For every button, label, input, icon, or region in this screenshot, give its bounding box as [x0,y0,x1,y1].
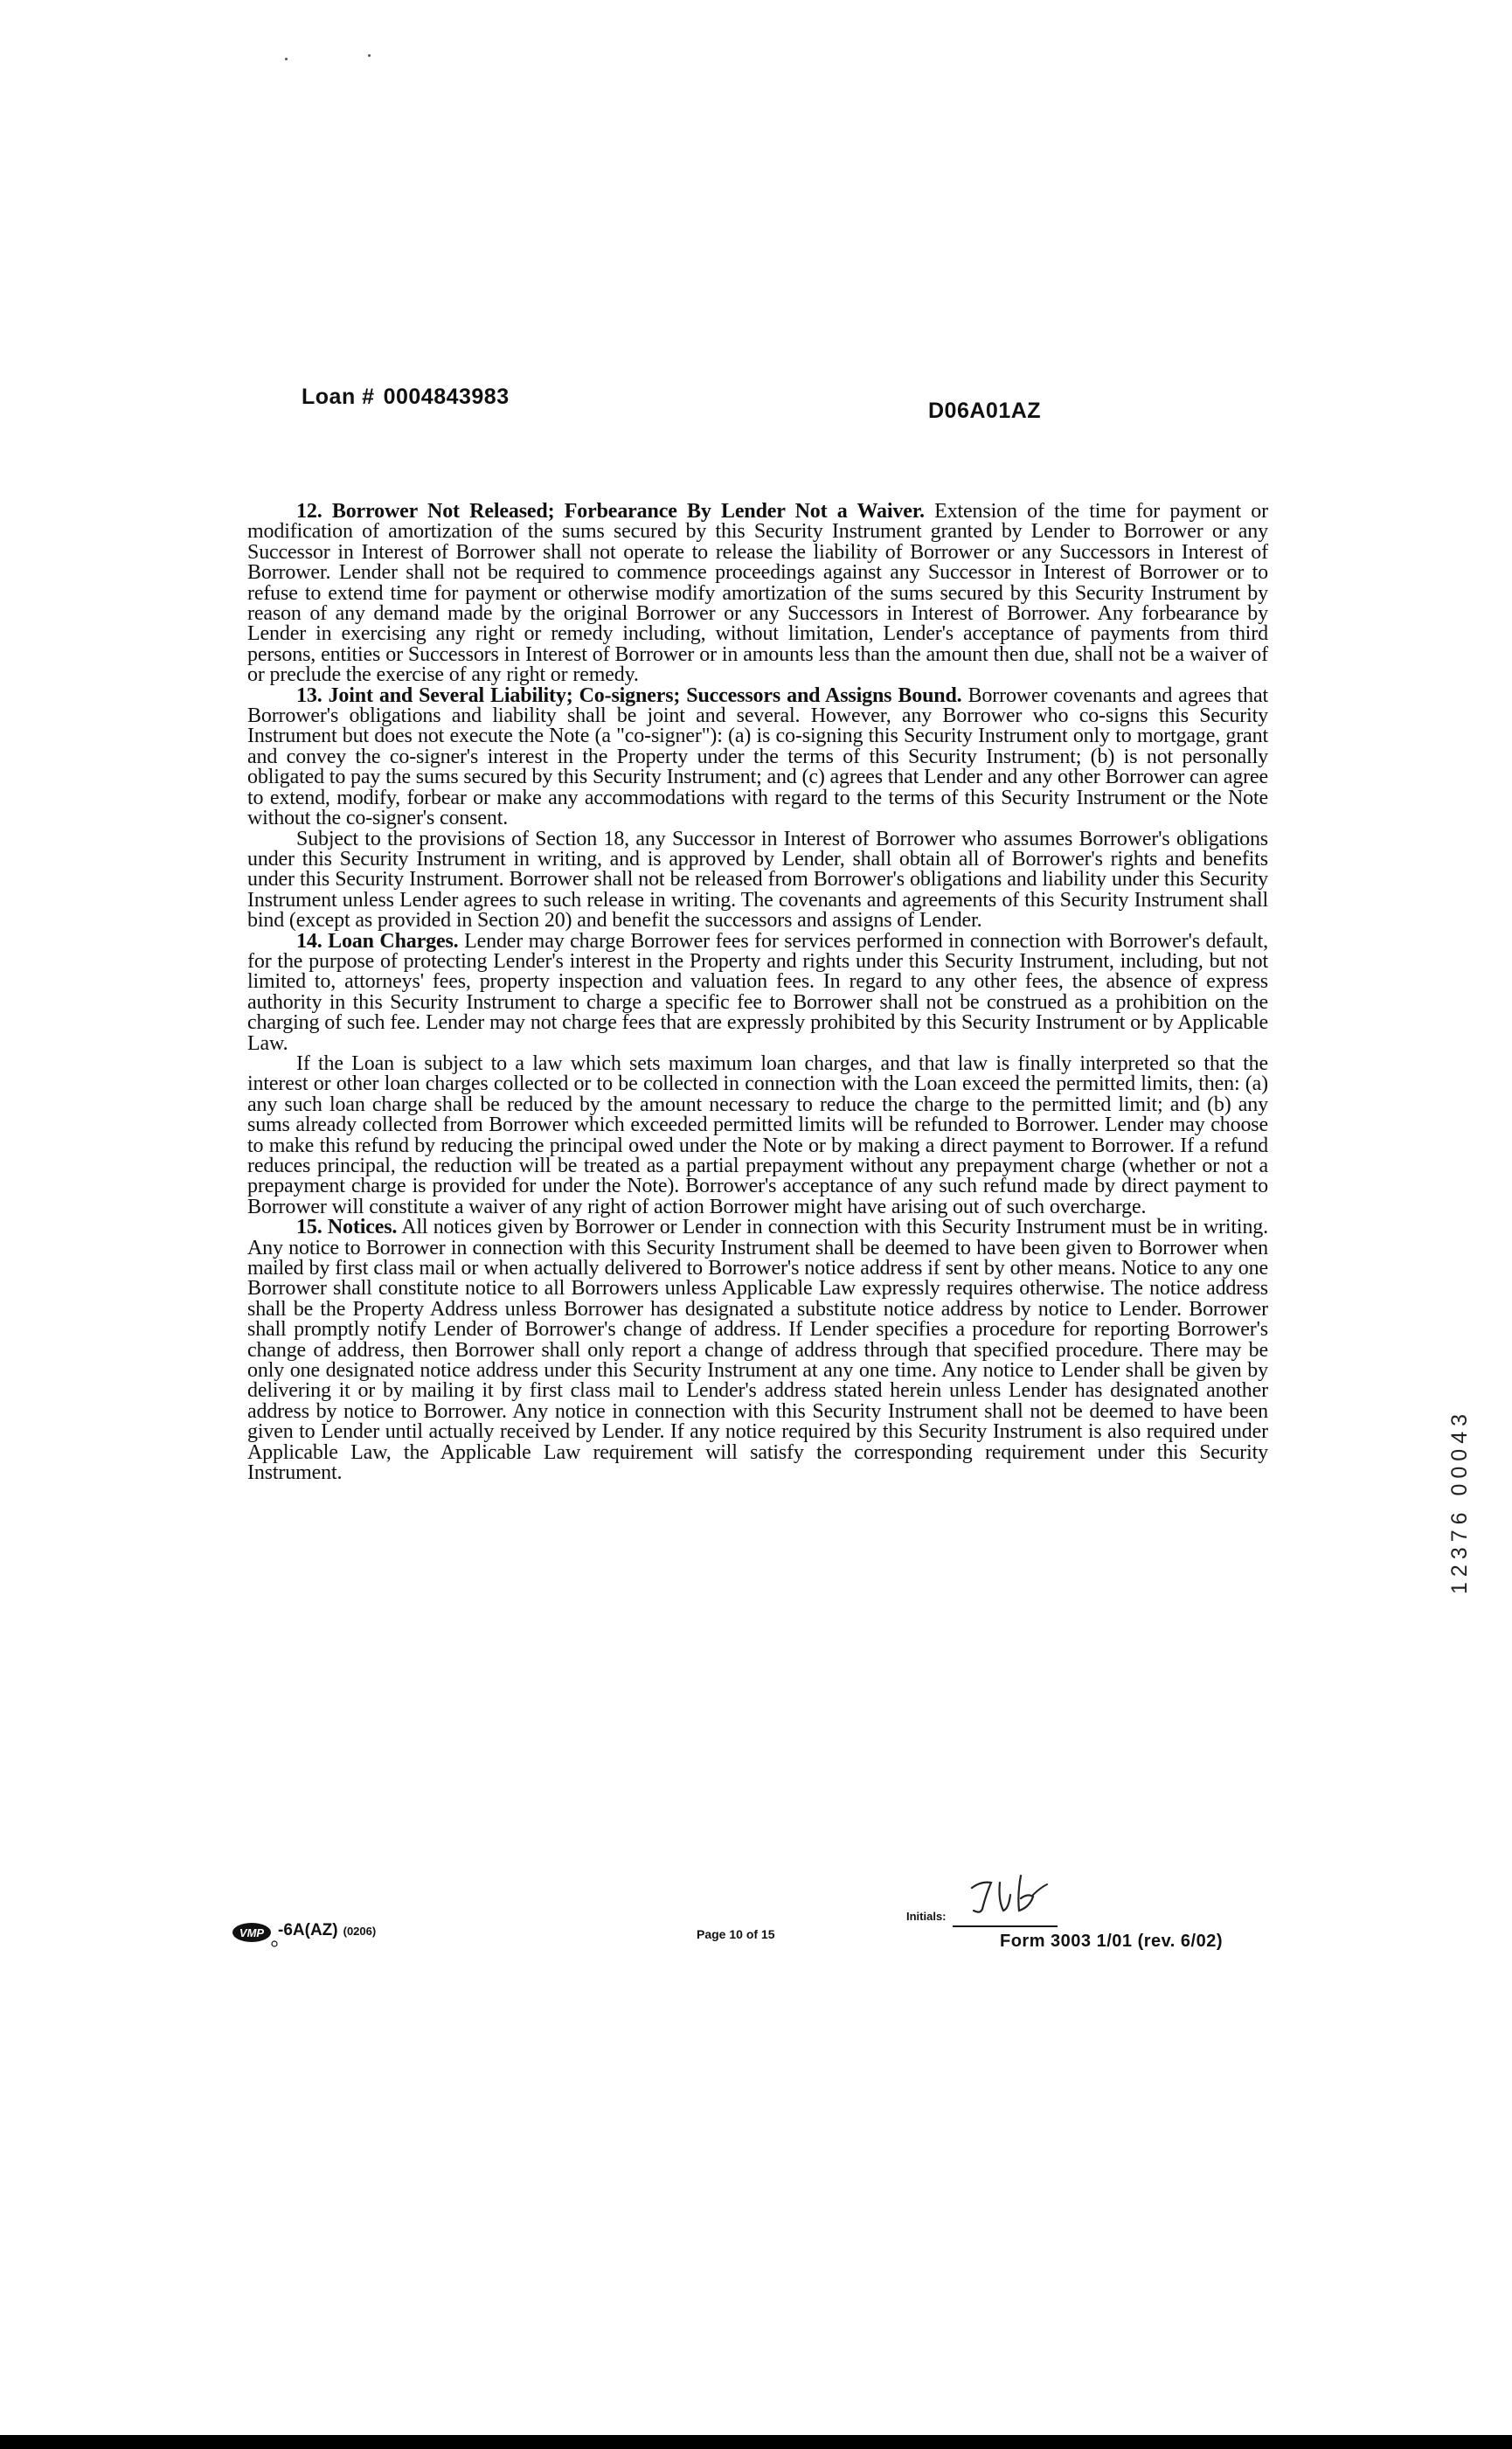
section-text: Lender may charge Borrower fees for services performed in connection with Borrower's default, for the purpose of protecting Lender's interest in the Property and rights under this Security Instrument, including, but not limited to, attorneys' fees, property inspection and valuation fees. In regard to any other fees, the absence of express authority in this Security Instrument to charge a specific fee to Borrower shall not be construed as a prohibition on the charging of such fee. Lender may not charge fees that are expressly prohibited by this Security Instrument or by Applicable Law. [247,929,1268,1055]
section-paragraph [247,683,1268,830]
section-text: Borrower covenants and agrees that Borrower's obligations and liability shall be joint and several. However, any Borrower who co-signs this Security Instrument but does not execute the Note (a "co-signer"): (a) is co-signing this Security Instrument only to mortgage, grant and convey the co-signer's interest in the Property under the terms of this Security Instrument; (b) is not personally obligated to pay the sums secured by this Security Instrument; and (c) agrees that Lender and any other Borrower can agree to extend, modify, forbear or make any accommodations with regard to the terms of this Security Instrument or the Note without the co-signer's consent. [247,683,1268,830]
section-text: All notices given by Borrower or Lender in connection with this Security Instrument must be in writing. Any notice to Borrower in connection with this Security Instrument shall be deemed to have been given to Borrower when mailed by first class mail or when actually delivered to Borrower's notice address if sent by other means. Notice to any one Borrower shall constitute notice to all Borrowers unless Applicable Law expressly requires otherwise. The notice address shall be the Property Address unless Borrower has designated a substitute notice address by notice to Lender. Borrower shall promptly notify Lender of Borrower's change of address. If Lender specifies a procedure for reporting Borrower's change of address, then Borrower shall only report a change of address through that specified procedure. There may be only one designated notice address under this Security Instrument at any one time. Any notice to Lender shall be given by delivering it or by mailing it by first class mail to Lender's address stated herein unless Lender has designated another address by notice to Borrower. Any notice in connection with this Security Instrument shall not be deemed to have been given to Lender until actually received by Lender. If any notice required by this Security Instrument is also required under Applicable Law, the Applicable Law requirement will satisfy the corresponding requirement under this Security Instrument. [247,1216,1268,1485]
section-text: Extension of the time for payment or modification of amortization of the sums secured by this Security Instrument granted by Lender to Borrower or any Successor in Interest of Borrower shall not operate to release the liability of Borrower or any Successors in Interest of Borrower. Lender shall not be required to commence proceedings against any Successor in Interest of Borrower or to refuse to extend time for payment or otherwise modify amortization of the sums secured by this Security Instrument by reason of any demand made by the original Borrower or any Successors in Interest of Borrower. Any forbearance by Lender in exercising any right or remedy including, without limitation, Lender's acceptance of payments from third persons, entities or Successors in Interest of Borrower or in amounts less than the amount then due, shall not be a waiver of or preclude the exercise of any right or remedy. [247,500,1268,687]
document-code: D06A01AZ [928,399,1042,423]
form-code-rev: (0206) [343,1925,377,1938]
section-paragraph [247,502,1268,686]
section-heading: 13. Joint and Several Liability; Co-signers; Successors and Assigns Bound. [296,683,962,707]
section-paragraph [247,929,1268,1055]
vmp-logo-text: VMP [239,1926,265,1939]
section-text: If the Loan is subject to a law which sets maximum loan charges, and that law is finally interpreted so that the interest or other loan charges collected or to be collected in connection with the Loan exceed the permitted limits, then: (a) any such loan charge shall be reduced by the amount necessary to reduce the charge to the permitted limit; and (b) any sums already collected from Borrower which exceeded permitted limits will be refunded to Borrower. Lender may choose to make this refund by reducing the principal owed under the Note or by making a direct payment to Borrower. If a refund reduces principal, the reduction will be treated as a partial prepayment without any prepayment charge (whether or not a prepayment charge is provided for under the Note). Borrower's acceptance of any such refund made by direct payment to Borrower will constitute a waiver of any right of action Borrower might have arising out of such overcharge. [247,1051,1268,1218]
initials-label: Initials: [906,1910,947,1923]
scan-speck [368,54,371,57]
form-code-id: -6A(AZ) [278,1921,338,1939]
document-body [247,502,1268,1484]
form-number: Form 3003 1/01 (rev. 6/02) [1000,1932,1223,1951]
initials-signature-icon [960,1869,1065,1926]
section-text: Subject to the provisions of Section 18, any Successor in Interest of Borrower who assumes Borrower's obligations under this Security Instrument in writing, and is approved by Lender, shall obtain all of Borrower's rights and benefits under this Security Instrument. Borrower shall not be released from Borrower's obligations and liability under this Security Instrument unless Lender agrees to such release in writing. The covenants and agreements of this Security Instrument shall bind (except as provided in Section 20) and benefit the successors and assigns of Lender. [247,827,1268,933]
vmp-logo-icon [231,1921,280,1947]
loan-header [302,385,510,410]
page-number: Page 10 of 15 [697,1927,775,1941]
loan-label: Loan # [302,385,375,409]
section-heading: 14. Loan Charges. [296,929,459,953]
section-heading: 12. Borrower Not Released; Forbearance By Lender Not a Waiver. [296,500,925,523]
section-heading: 15. Notices. [296,1216,398,1239]
section-paragraph [247,1051,1268,1218]
section-paragraph [247,1218,1268,1483]
section-paragraph [247,829,1268,932]
scan-speck [285,58,288,60]
scan-edge-bar [0,2435,1512,2449]
form-code [278,1921,376,1940]
loan-number: 0004843983 [383,385,510,409]
recording-stamp: 12376 00043 [1447,1409,1472,1594]
